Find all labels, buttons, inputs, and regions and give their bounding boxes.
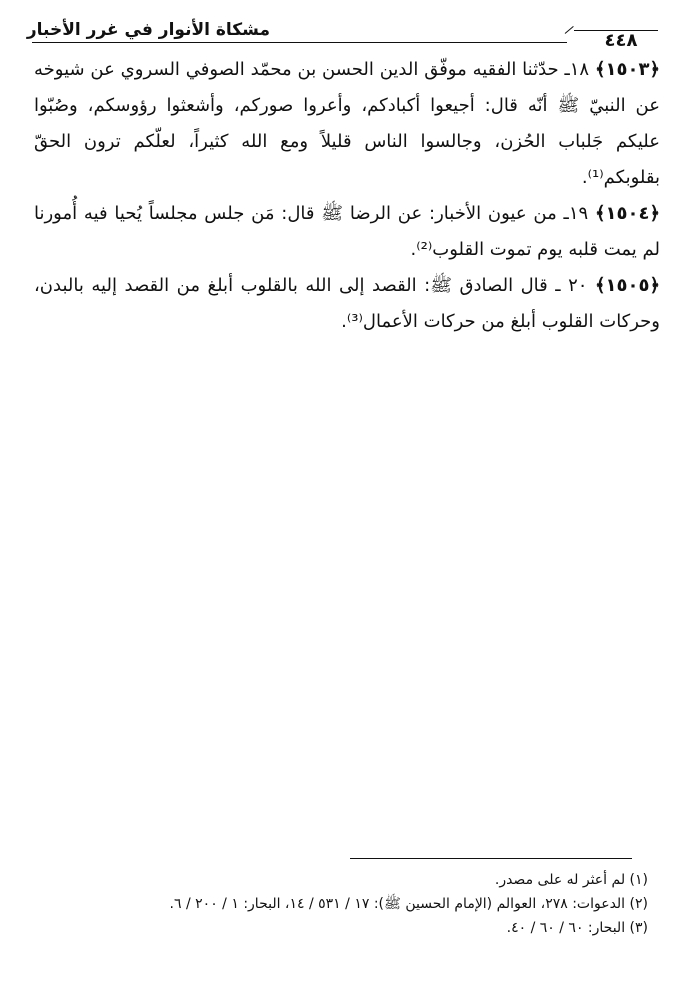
hadith-text: ١٩ـ من عيون الأخبار: عن الرضا ﷺ قال: مَن جلس مجلساً يُحيا فيه أُمورنا لم يمت قلبه يوم تموت القلوب⁽²⁾. xyxy=(34,203,660,260)
hadith-number: ﴿١٥٠٤﴾ xyxy=(594,203,660,224)
footnote-separator xyxy=(350,858,632,859)
footnote: (٢) الدعوات: ٢٧٨، العوالم (الإمام الحسين ﷺ): ١٧ / ٥٣١ / ١٤، البحار: ١ / ٢٠٠ / ٦. xyxy=(169,896,648,912)
footnotes xyxy=(34,868,648,940)
hadith-number: ﴿١٥٠٥﴾ xyxy=(594,275,660,296)
page-number: ٤٤٨ xyxy=(604,30,638,51)
hadith-entry xyxy=(34,52,660,196)
header-rule xyxy=(32,42,567,43)
book-title: مشكاة الأنوار في غرر الأخبار xyxy=(26,20,270,40)
footnote: (١) لم أعثر له على مصدر. xyxy=(494,872,648,888)
hadith-number: ﴿١٥٠٣﴾ xyxy=(594,59,660,80)
header-rule-slant xyxy=(565,26,574,34)
hadith-entry xyxy=(34,196,660,268)
hadith-text: ٢٠ ـ قال الصادق ﷺ: القصد إلى الله بالقلوب أبلغ من القصد إليه بالبدن، وحركات القلوب أبلغ من حركات الأعمال⁽³⁾. xyxy=(34,275,660,332)
main-text xyxy=(34,52,660,340)
hadith-text: ١٨ـ حدّثنا الفقيه موفّق الدين الحسن بن محمّد الصوفي السروي عن شيوخه عن النبيّ ﷺ أنّه قال: أجيعوا أكبادكم، وأعروا صوركم، وأشعثوا رؤوسكم، وصُبّوا عليكم جَلباب الحُزن، وجالسوا الناس قليلاً ومع الله كثيراً، لعلّكم ترون الحقّ بقلوبكم⁽¹⁾. xyxy=(34,59,660,188)
footnote: (٣) البحار: ٦٠ / ٦٠ / ٤٠. xyxy=(506,920,648,936)
hadith-entry xyxy=(34,268,660,340)
